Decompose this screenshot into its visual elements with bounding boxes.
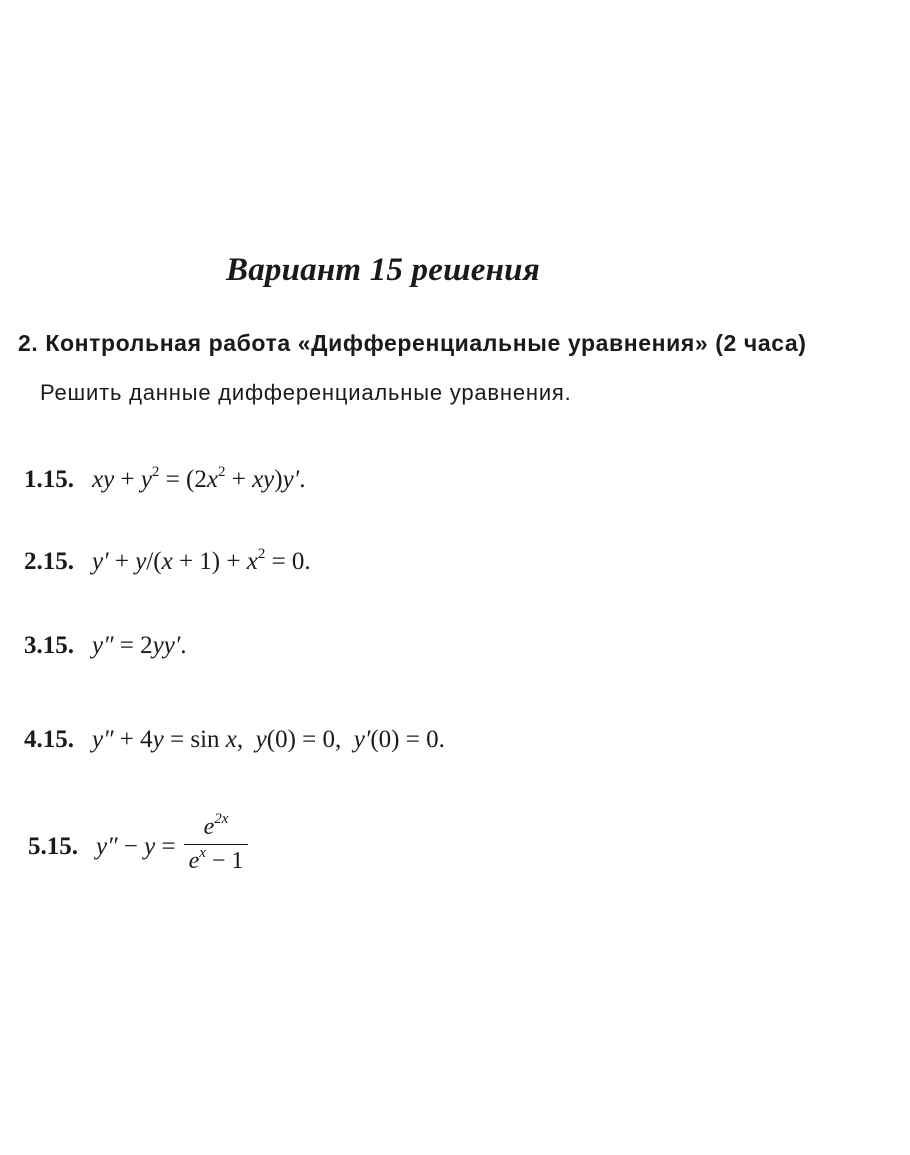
fraction bbox=[184, 811, 249, 875]
problem-equation: xy + $y^2 = (2x^2 + xy)y'$. bbox=[92, 464, 306, 493]
variant-title: Вариант 15 решения bbox=[226, 252, 540, 288]
problem-number: 5.15. bbox=[28, 833, 78, 861]
problem-number: 2.15. bbox=[24, 548, 74, 575]
problem-equation: y″ + 4y = sin x, y(0) = 0, y′(0) = 0. bbox=[92, 726, 445, 753]
problem-5 bbox=[28, 811, 248, 879]
problem-4 bbox=[24, 726, 445, 754]
section-heading: 2. Контрольная работа «Дифференциальные уравнения» (2 часа) bbox=[18, 330, 807, 356]
problem-number: 4.15. bbox=[24, 726, 74, 753]
problem-2 bbox=[24, 548, 311, 576]
fraction-denominator: $e^x - 1$ bbox=[188, 845, 244, 874]
problem-equation-lhs: y″ − y = bbox=[96, 833, 176, 861]
instruction-text: Решить данные дифференциальные уравнения. bbox=[40, 380, 572, 405]
problem-3 bbox=[24, 632, 187, 660]
fraction-numerator: $e^{2x}$ bbox=[184, 814, 249, 845]
problem-number: 3.15. bbox=[24, 632, 74, 659]
problem-equation: $y' + y/(x + 1) + x^2 = 0$. bbox=[92, 546, 311, 575]
problem-equation: y″ = 2yy′. bbox=[92, 632, 187, 659]
problem-1 bbox=[24, 466, 305, 494]
problem-number: 1.15. bbox=[24, 466, 74, 493]
